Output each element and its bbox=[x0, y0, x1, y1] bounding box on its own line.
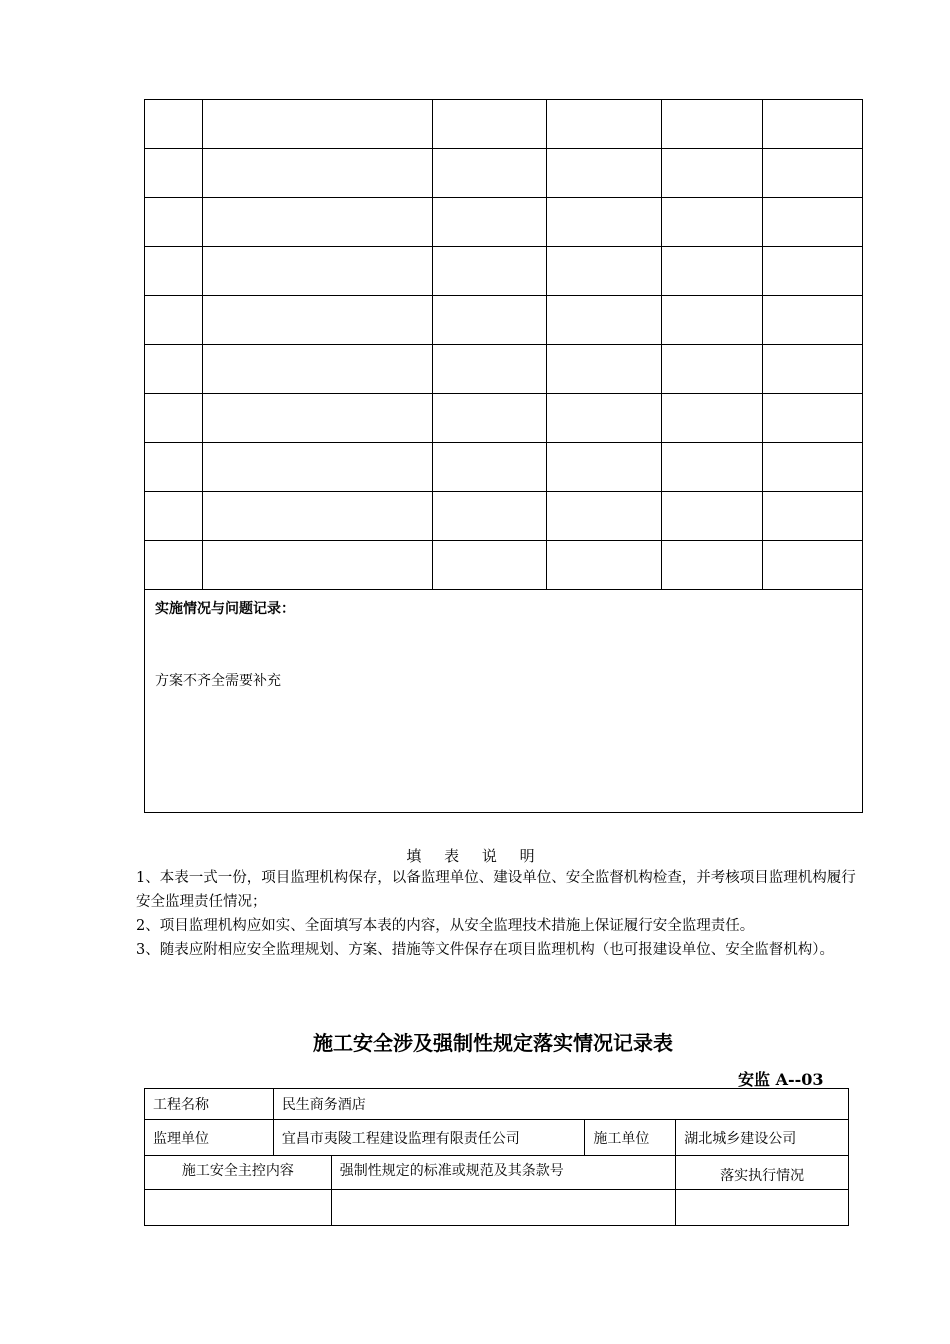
table-cell bbox=[662, 541, 763, 590]
table-cell bbox=[662, 443, 763, 492]
table-cell bbox=[763, 394, 863, 443]
instruction-item-2: 2、项目监理机构应如实、全面填写本表的内容，从安全监理技术措施上保证履行安全监理责任。 bbox=[136, 918, 755, 934]
table-cell bbox=[763, 345, 863, 394]
table-cell bbox=[662, 247, 763, 296]
table-cell bbox=[662, 149, 763, 198]
notes-text: 方案不齐全需要补充 bbox=[155, 673, 281, 689]
table-cell bbox=[145, 443, 203, 492]
table-cell bbox=[202, 149, 432, 198]
table-cell bbox=[145, 149, 203, 198]
table-cell bbox=[145, 1190, 332, 1226]
table-cell bbox=[145, 394, 203, 443]
table-cell bbox=[763, 247, 863, 296]
instruction-item-1: 1、本表一式一份，项目监理机构保存，以备监理单位、建设单位、安全监督机构检查，并考核项目监理机构履行安全监理责任情况； bbox=[136, 870, 856, 910]
table-cell bbox=[202, 296, 432, 345]
table-cell bbox=[331, 1190, 676, 1226]
table-row bbox=[145, 100, 863, 149]
table-cell bbox=[547, 247, 662, 296]
table-cell bbox=[202, 247, 432, 296]
table-cell bbox=[202, 198, 432, 247]
table-cell bbox=[145, 541, 203, 590]
notes-cell bbox=[145, 590, 863, 813]
table-cell bbox=[547, 443, 662, 492]
table-cell bbox=[763, 296, 863, 345]
table-cell bbox=[676, 1190, 849, 1226]
col-header-control-content: 施工安全主控内容 bbox=[145, 1156, 332, 1190]
table-cell bbox=[432, 443, 547, 492]
table-cell bbox=[763, 541, 863, 590]
instructions-title: 填 表 说 明 bbox=[406, 847, 544, 865]
table-cell bbox=[547, 541, 662, 590]
table-row bbox=[145, 345, 863, 394]
table-cell bbox=[145, 492, 203, 541]
table-cell bbox=[547, 345, 662, 394]
table-cell bbox=[662, 345, 763, 394]
table-cell bbox=[202, 100, 432, 149]
table-cell bbox=[145, 100, 203, 149]
table-cell bbox=[202, 443, 432, 492]
table-cell bbox=[763, 492, 863, 541]
supervisor-value: 宜昌市夷陵工程建设监理有限责任公司 bbox=[273, 1120, 585, 1156]
table-cell bbox=[547, 492, 662, 541]
col-header-execution: 落实执行情况 bbox=[676, 1156, 849, 1190]
table-cell bbox=[662, 394, 763, 443]
table-row bbox=[145, 149, 863, 198]
table-cell bbox=[662, 492, 763, 541]
table-row bbox=[145, 394, 863, 443]
supervisor-label: 监理单位 bbox=[145, 1120, 274, 1156]
table-row bbox=[145, 492, 863, 541]
table-cell bbox=[662, 100, 763, 149]
table-cell bbox=[432, 149, 547, 198]
instruction-item-3: 3、随表应附相应安全监理规划、方案、措施等文件保存在项目监理机构（也可报建设单位、安全监督机构）。 bbox=[136, 942, 834, 958]
table-cell bbox=[145, 247, 203, 296]
table-cell bbox=[432, 394, 547, 443]
table-cell bbox=[547, 296, 662, 345]
notes-label: 实施情况与问题记录： bbox=[155, 601, 295, 617]
table-cell bbox=[547, 198, 662, 247]
table-cell bbox=[202, 394, 432, 443]
contractor-label: 施工单位 bbox=[585, 1120, 676, 1156]
table-cell bbox=[145, 296, 203, 345]
table-row bbox=[145, 296, 863, 345]
col-header-standard: 强制性规定的标准或规范及其条款号 bbox=[331, 1156, 676, 1190]
project-name-label: 工程名称 bbox=[145, 1089, 274, 1120]
table-cell bbox=[202, 492, 432, 541]
record-grid-table bbox=[144, 99, 863, 813]
table-cell bbox=[432, 100, 547, 149]
table-cell bbox=[432, 492, 547, 541]
form-code: 安监 A--03 bbox=[738, 1070, 824, 1089]
project-name-value: 民生商务酒店 bbox=[273, 1089, 848, 1120]
table-cell bbox=[662, 198, 763, 247]
form-title: 施工安全涉及强制性规定落实情况记录表 bbox=[313, 1031, 673, 1055]
table-cell bbox=[145, 345, 203, 394]
table-cell bbox=[763, 100, 863, 149]
table-cell bbox=[662, 296, 763, 345]
control-content-table bbox=[144, 1155, 849, 1226]
table-cell bbox=[432, 345, 547, 394]
table-cell bbox=[763, 149, 863, 198]
table-cell bbox=[547, 100, 662, 149]
table-cell bbox=[763, 443, 863, 492]
table-row bbox=[145, 198, 863, 247]
table-cell bbox=[432, 541, 547, 590]
table-row bbox=[145, 541, 863, 590]
table-cell bbox=[432, 296, 547, 345]
table-cell bbox=[432, 198, 547, 247]
table-cell bbox=[202, 541, 432, 590]
table-cell bbox=[432, 247, 547, 296]
contractor-value: 湖北城乡建设公司 bbox=[676, 1120, 849, 1156]
table-cell bbox=[763, 198, 863, 247]
table-cell bbox=[547, 149, 662, 198]
table-row bbox=[145, 247, 863, 296]
table-cell bbox=[145, 198, 203, 247]
table-cell bbox=[202, 345, 432, 394]
table-row bbox=[145, 443, 863, 492]
table-cell bbox=[547, 394, 662, 443]
project-info-table bbox=[144, 1088, 849, 1156]
